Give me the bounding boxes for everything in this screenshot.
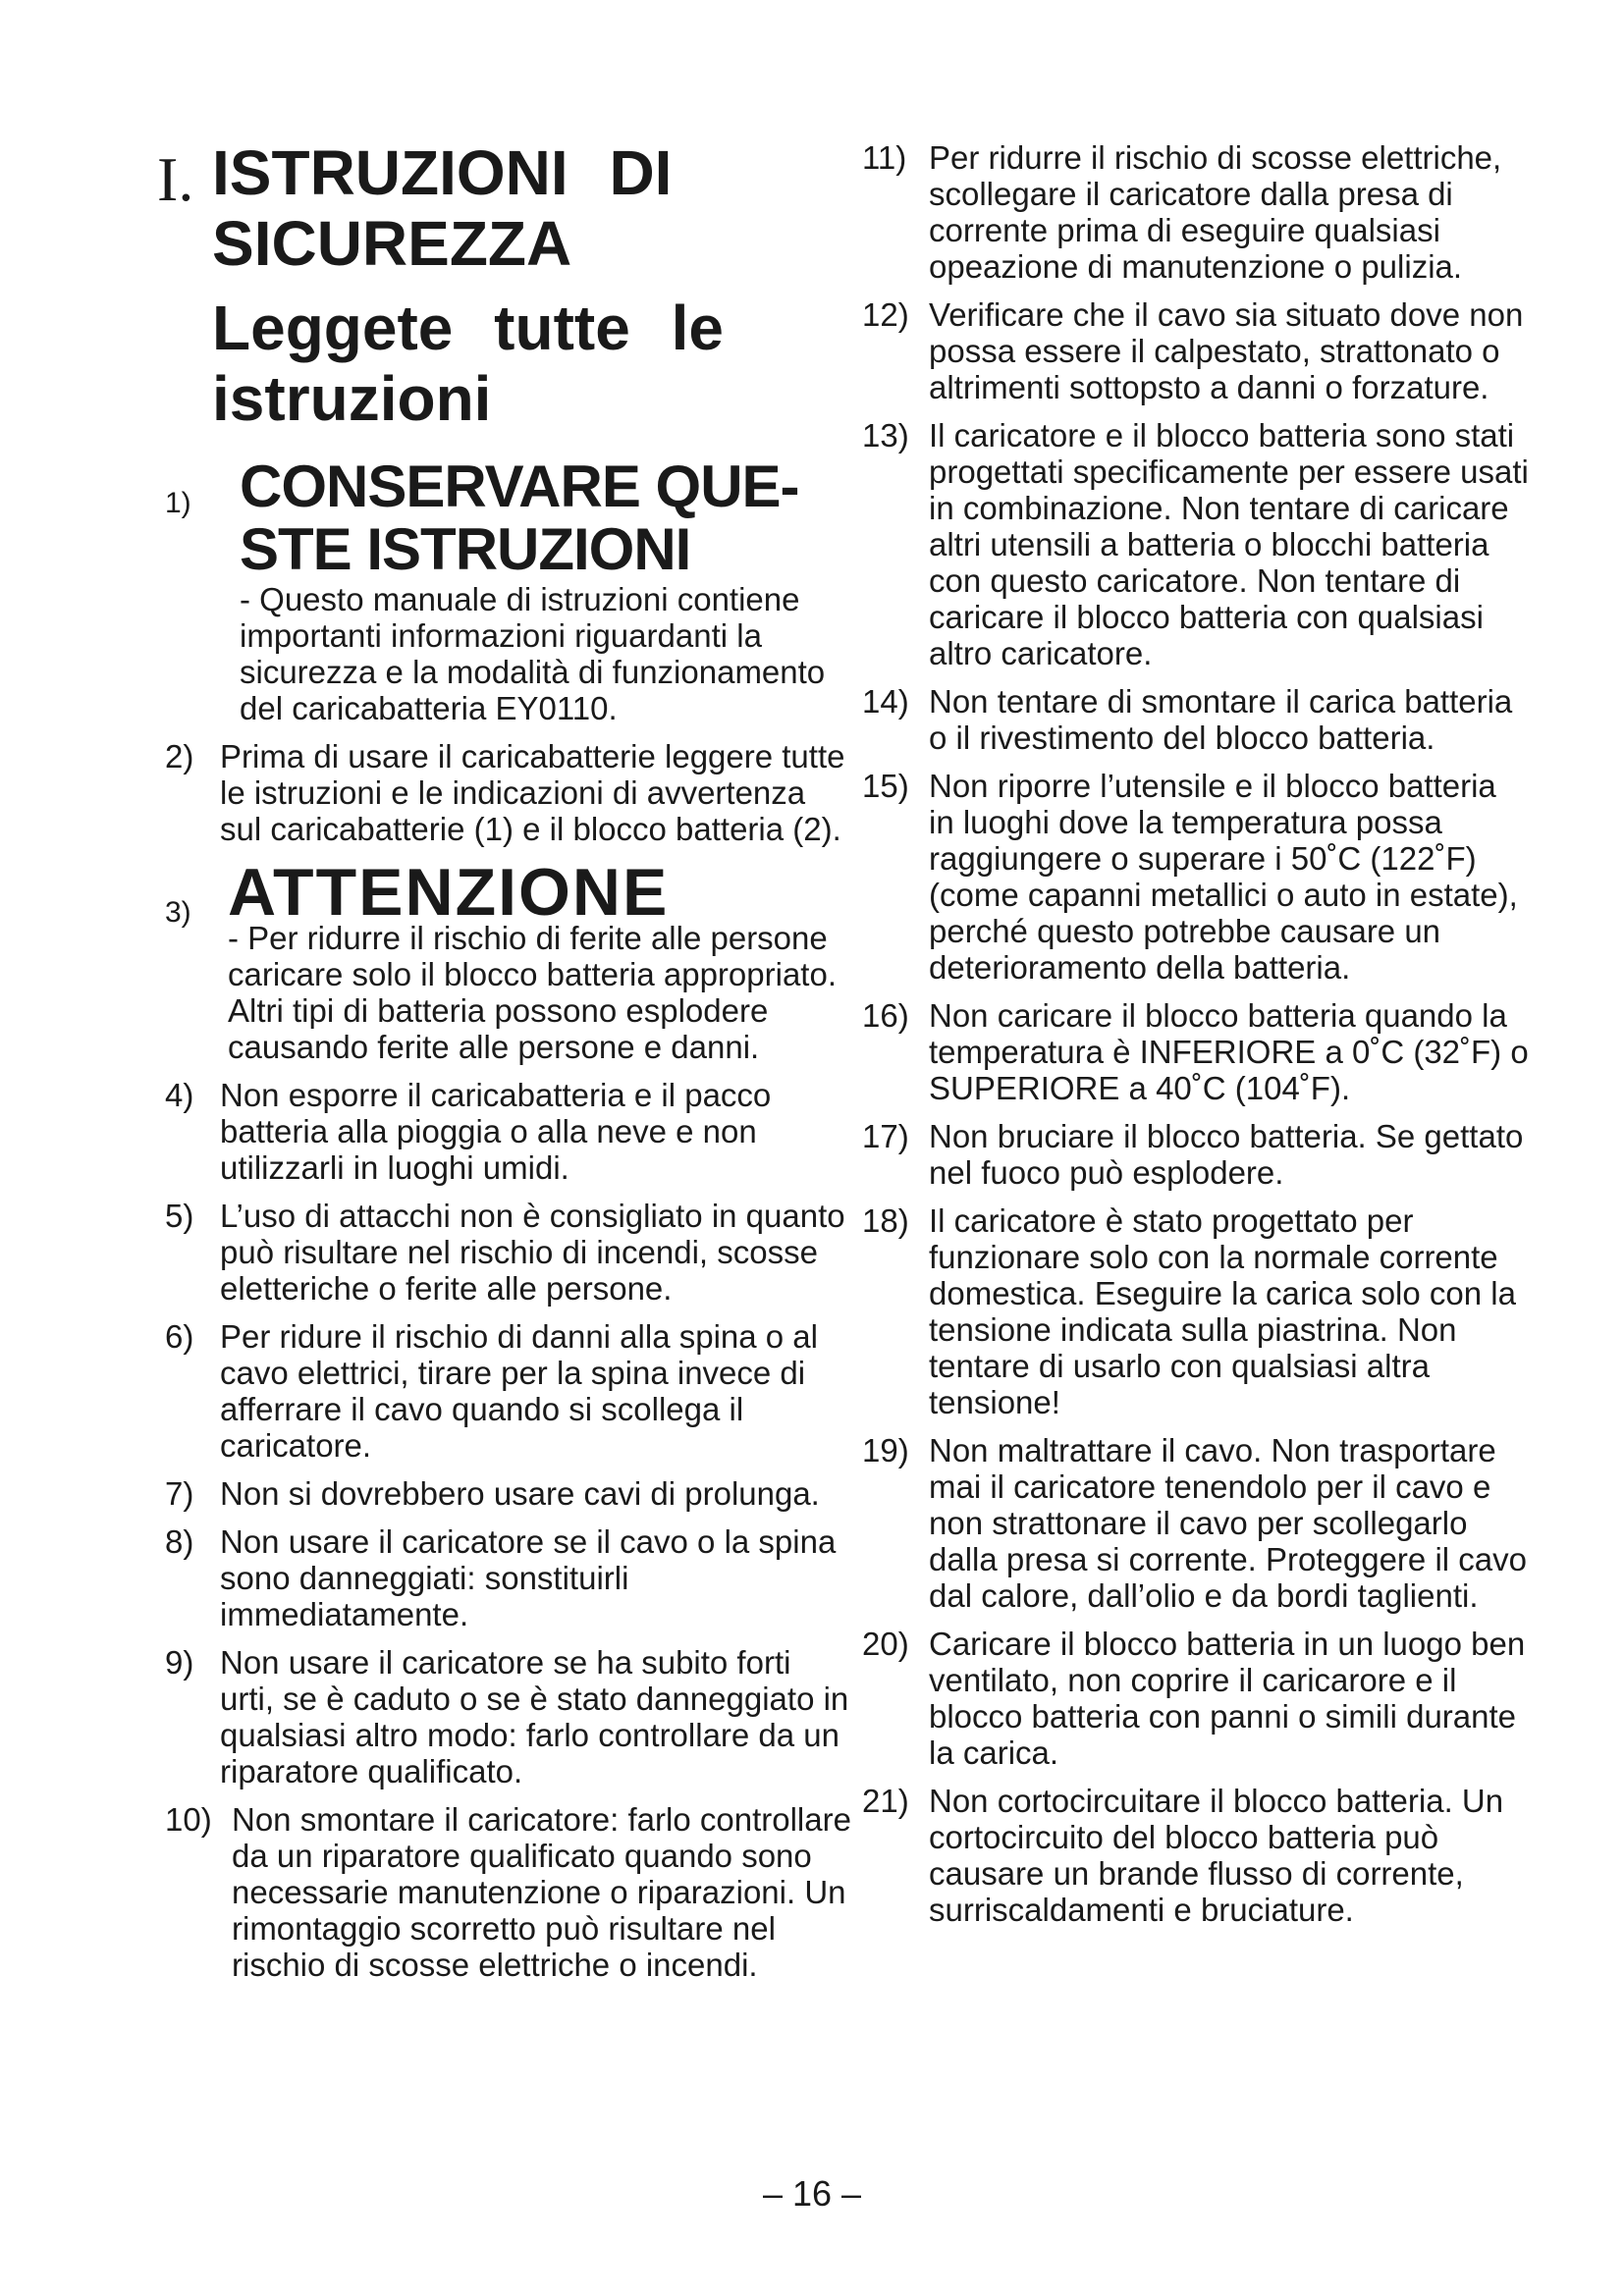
item-number: 1) <box>165 487 191 519</box>
list-item <box>165 455 852 726</box>
list-item <box>862 1626 1530 1771</box>
item-number: 9) <box>165 1644 194 1681</box>
warning-heading: ATTENZIONE <box>228 855 670 930</box>
list-item <box>165 1801 852 1983</box>
item-number: 19) <box>862 1432 909 1468</box>
item-heading: CONSERVARE QUE-STE ISTRUZIONI <box>240 454 799 582</box>
item-number: 7) <box>165 1475 194 1512</box>
list-item <box>862 1432 1530 1614</box>
list-item <box>862 683 1530 756</box>
item-text: Non usare il caricatore se ha subito forti urti, se è caduto o se è stato danneggiato in qualsiasi altro modo: farlo controllare da un riparatore qualificato. <box>220 1644 849 1789</box>
page-number: – 16 – <box>762 2173 862 2214</box>
list-item <box>165 1318 852 1464</box>
item-number: 15) <box>862 768 909 804</box>
item-text: Il caricatore e il blocco batteria sono stati progettati specificamente per essere usati in combinazione. Non tentare di caricare altri utensili a batteria o blocchi batteria con questo caricatore. Non tentare di caricare il blocco batteria con qualsiasi altro caricatore. <box>929 417 1529 671</box>
item-number: 10) <box>165 1801 212 1838</box>
item-text: - Questo manuale di istruzioni contiene importanti informazioni riguardanti la sicurezza e la modalità di funzionamento del caricabatteria EY0110. <box>240 581 826 726</box>
left-column <box>157 137 852 1995</box>
list-item <box>165 1475 852 1512</box>
list-item <box>165 1523 852 1632</box>
item-number: 11) <box>862 139 907 176</box>
section-number: I. <box>157 144 194 214</box>
section-title: ISTRUZIONI DI SICUREZZA <box>212 137 673 279</box>
list-item <box>165 738 852 847</box>
list-item <box>862 417 1530 671</box>
item-text: Non smontare il caricatore: farlo controllare da un riparatore qualificato quando sono necessarie manutenzione o riparazioni. Un rimontaggio scorretto può risultare nel rischio di scosse elettriche o incendi. <box>232 1801 851 1983</box>
item-number: 18) <box>862 1202 909 1239</box>
list-item <box>165 1077 852 1186</box>
list-item <box>862 768 1530 986</box>
section-subtitle: Leggete tutte le istruzioni <box>212 293 724 434</box>
list-item <box>862 997 1530 1106</box>
item-text: Non caricare il blocco batteria quando la temperatura è INFERIORE a 0˚C (32˚F) o SUPERIORE a 40˚C (104˚F). <box>929 997 1529 1106</box>
item-text: Non maltrattare il cavo. Non trasportare mai il caricatore tenendolo per il cavo e non strattonare il cavo per scollegarlo dalla presa si corrente. Proteggere il cavo dal calore, dall’olio e da bordi taglienti. <box>929 1432 1527 1614</box>
item-number: 20) <box>862 1626 909 1662</box>
item-text: Il caricatore è stato progettato per funzionare solo con la normale corrente domestica. Eseguire la carica solo con la tensione indicata sulla piastrina. Non tentare di usarlo con qualsiasi altra tensione! <box>929 1202 1516 1420</box>
list-item <box>862 139 1530 285</box>
item-text: Prima di usare il caricabatterie leggere tutte le istruzioni e le indicazioni di avvertenza sul caricabatterie (1) e il blocco batteria (2). <box>220 738 845 847</box>
item-text: Non usare il caricatore se il cavo o la spina sono danneggiati: sonstituirli immediatamente. <box>220 1523 837 1632</box>
right-column <box>862 139 1530 1940</box>
item-number: 5) <box>165 1198 194 1234</box>
list-item <box>862 1118 1530 1191</box>
item-text: L’uso di attacchi non è consigliato in quanto può risultare nel rischio di incendi, scosse eletteriche o ferite alle persone. <box>220 1198 845 1307</box>
item-number: 4) <box>165 1077 194 1113</box>
item-text: Non si dovrebbero usare cavi di prolunga. <box>220 1475 820 1512</box>
item-number: 3) <box>165 896 191 929</box>
item-text: Verificare che il cavo sia situato dove non possa essere il calpestato, strattonato o altrimenti sottopsto a danni o forzature. <box>929 296 1524 405</box>
item-text: Caricare il blocco batteria in un luogo ben ventilato, non coprire il caricarore e il blocco batteria con panni o simili durante la carica. <box>929 1626 1526 1771</box>
list-item <box>862 296 1530 405</box>
list-item <box>165 1644 852 1789</box>
item-text: Non esporre il caricabatteria e il pacco batteria alla pioggia o alla neve e non utilizzarli in luoghi umidi. <box>220 1077 772 1186</box>
item-number: 21) <box>862 1783 909 1819</box>
item-number: 2) <box>165 738 194 774</box>
item-text: - Per ridurre il rischio di ferite alle persone caricare solo il blocco batteria appropriato. Altri tipi di batteria possono esplodere causando ferite alle persone e danni. <box>228 920 837 1065</box>
item-number: 17) <box>862 1118 909 1154</box>
list-item <box>165 855 852 1065</box>
item-number: 16) <box>862 997 909 1034</box>
item-text: Non riporre l’utensile e il blocco batteria in luoghi dove la temperatura possa raggiungere o superare i 50˚C (122˚F) (come capanni metallici o auto in estate), perché questo potrebbe causare un deterioramento della batteria. <box>929 768 1518 986</box>
item-text: Non bruciare il blocco batteria. Se gettato nel fuoco può esplodere. <box>929 1118 1524 1191</box>
item-number: 6) <box>165 1318 194 1355</box>
item-number: 12) <box>862 296 909 333</box>
section-heading <box>157 137 852 279</box>
item-text: Per ridurre il rischio di scosse elettriche, scollegare il caricatore dalla presa di corrente prima di eseguire qualsiasi opeazione di manutenzione o pulizia. <box>929 139 1502 285</box>
list-item <box>862 1202 1530 1420</box>
list-item <box>862 1783 1530 1928</box>
item-text: Non tentare di smontare il carica batteria o il rivestimento del blocco batteria. <box>929 683 1513 756</box>
item-text: Per ridure il rischio di danni alla spina o al cavo elettrici, tirare per la spina invece di afferrare il cavo quando si scollega il caricatore. <box>220 1318 818 1464</box>
item-number: 13) <box>862 417 909 454</box>
item-number: 8) <box>165 1523 194 1560</box>
list-item <box>165 1198 852 1307</box>
item-text: Non cortocircuitare il blocco batteria. Un cortocircuito del blocco batteria può causare un brande flusso di corrente, surriscaldamenti e bruciature. <box>929 1783 1504 1928</box>
item-number: 14) <box>862 683 909 720</box>
